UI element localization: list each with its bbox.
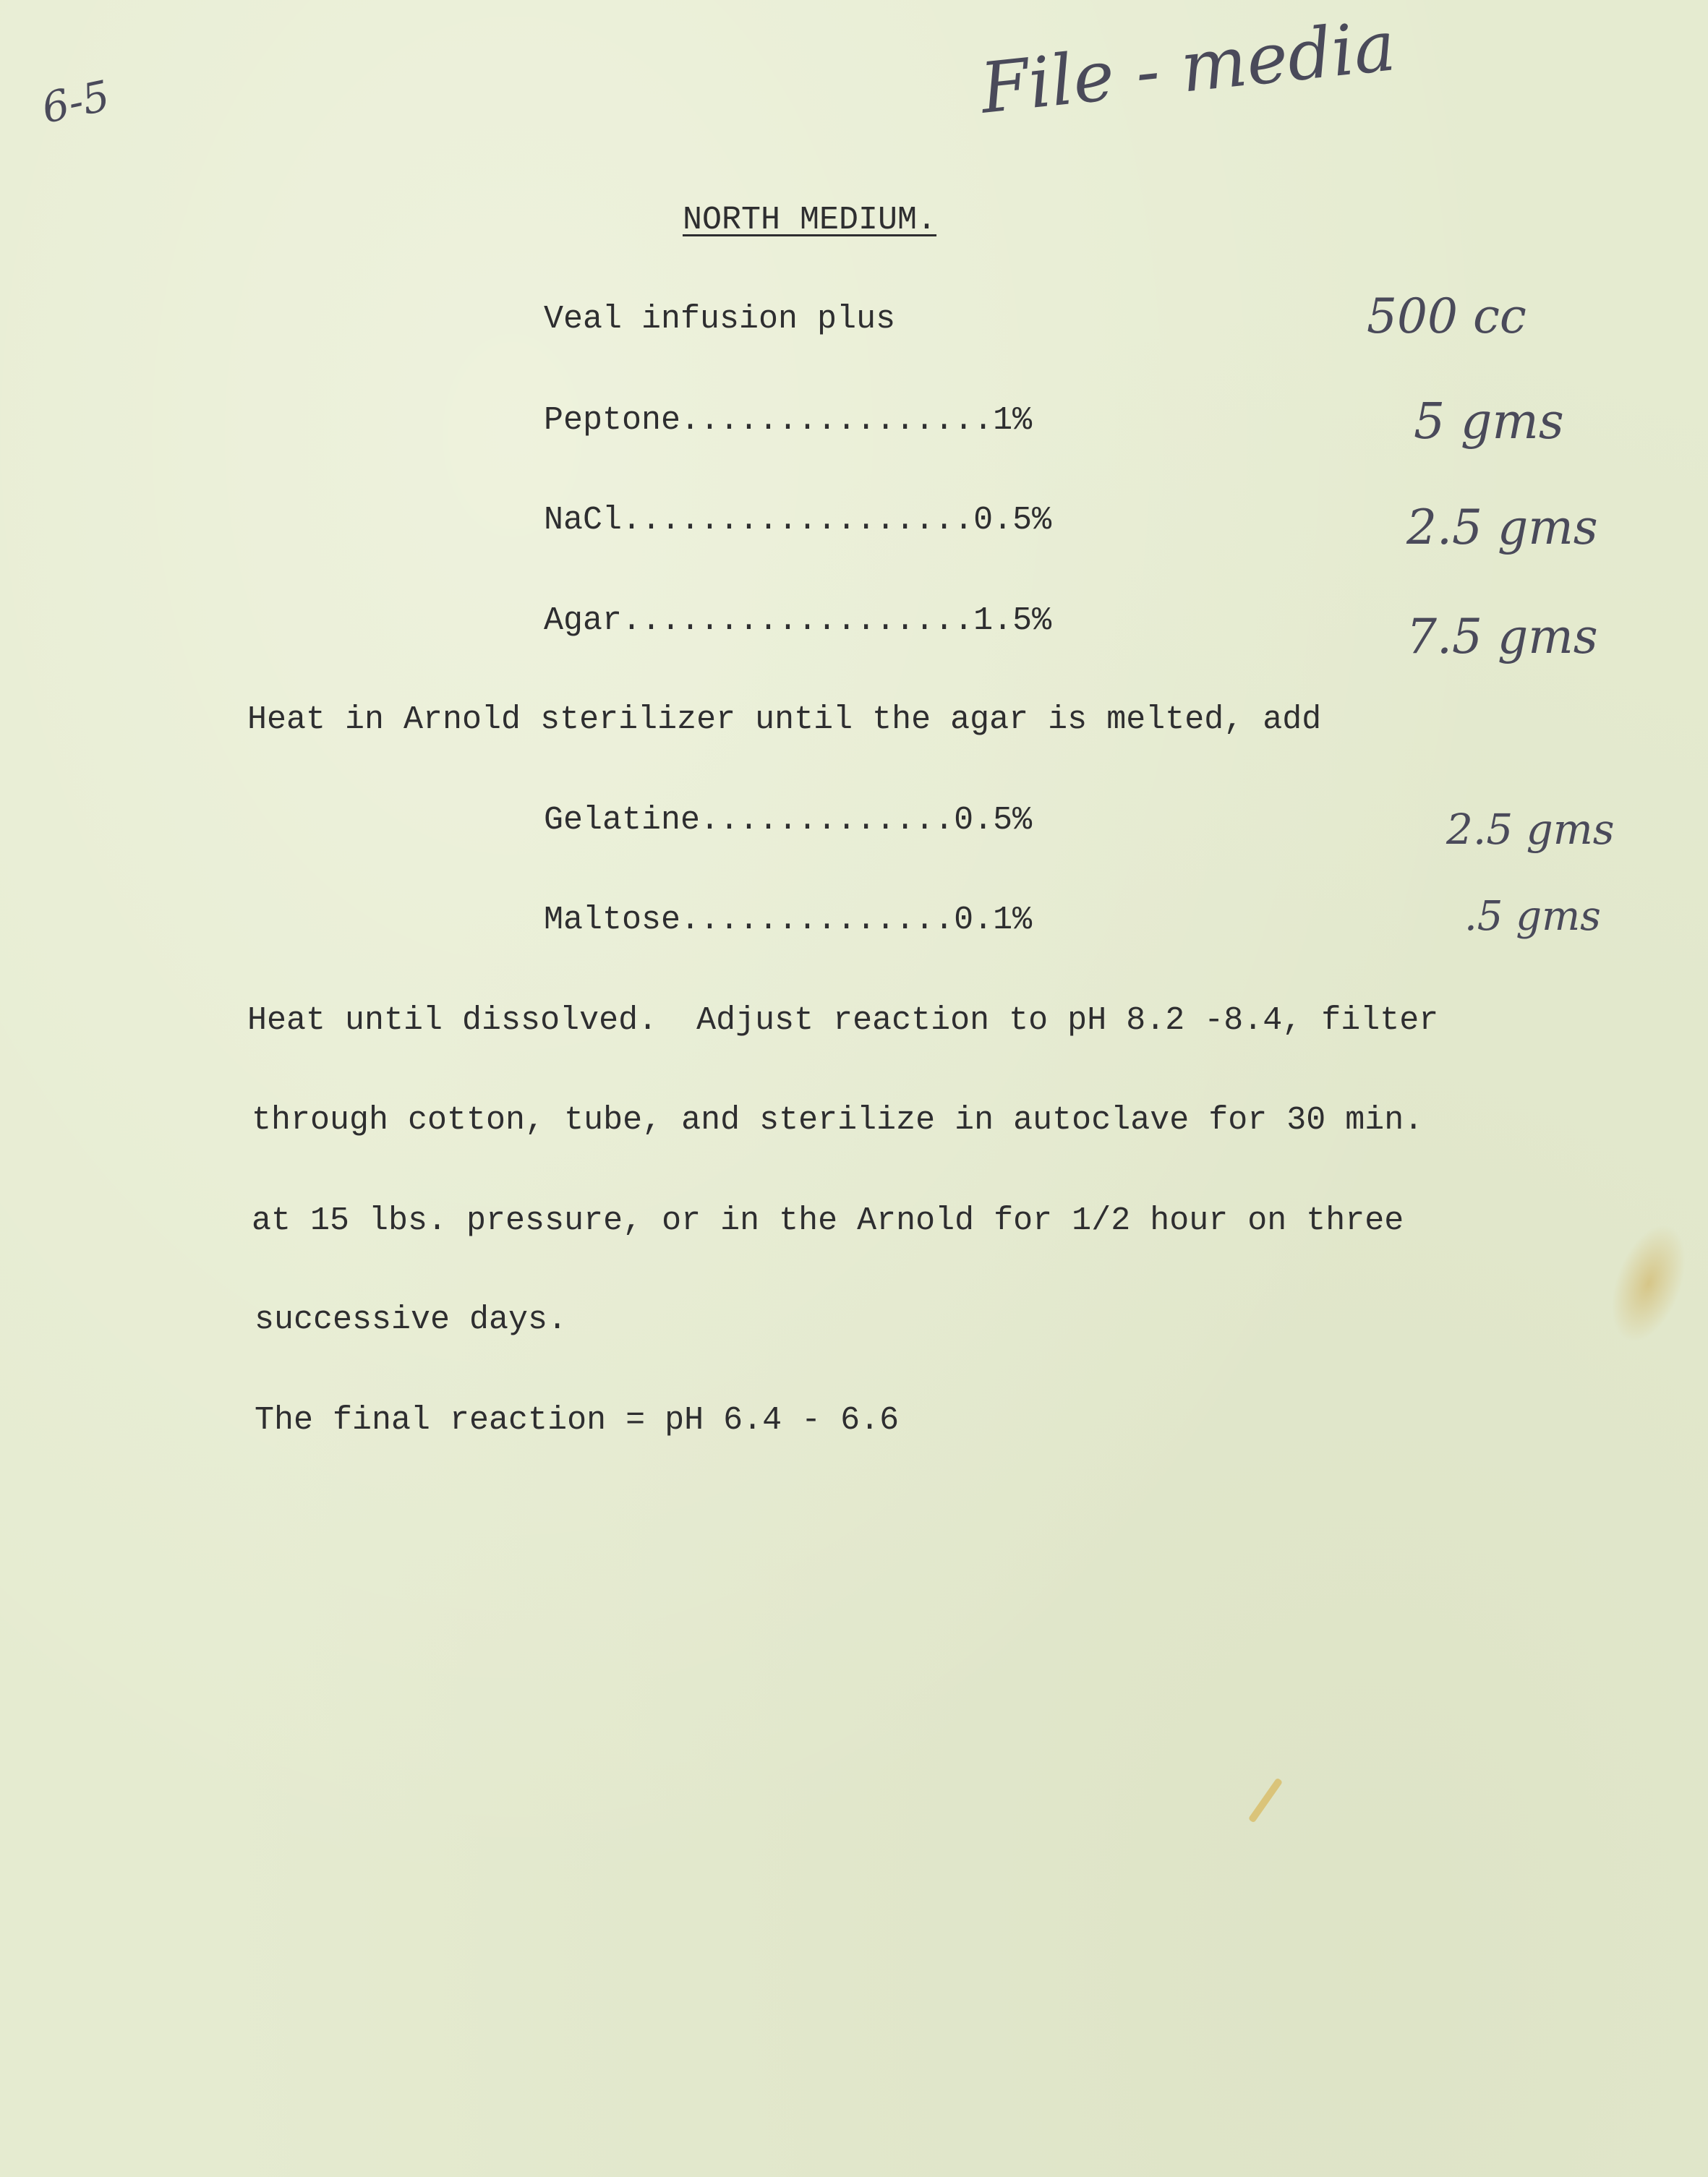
- addition-line: Maltose..............0.1%: [544, 902, 1033, 938]
- base-amount: 500 cc: [1367, 288, 1526, 344]
- addition-line: Gelatine.............0.5%: [544, 802, 1033, 839]
- addition-amount: 2.5 gms: [1446, 805, 1615, 854]
- paper-mark: [1248, 1777, 1283, 1823]
- ingredient-amount: 5 gms: [1414, 393, 1564, 450]
- document-title: NORTH MEDIUM.: [683, 202, 937, 239]
- corner-handwritten-note: 6-5: [37, 71, 114, 133]
- instruction-line: Heat until dissolved. Adjust reaction to pH 8.2 -8.4, filter: [247, 1002, 1439, 1039]
- instruction-line: through cotton, tube, and sterilize in autoclave for 30 min.: [252, 1102, 1424, 1139]
- paper-stain: [1597, 1215, 1701, 1353]
- ingredient-amount: 2.5 gms: [1406, 500, 1598, 555]
- instruction-line: at 15 lbs. pressure, or in the Arnold for 1/2 hour on three: [252, 1202, 1404, 1239]
- file-handwritten-note: File - media: [976, 5, 1399, 129]
- addition-amount: .5 gms: [1464, 893, 1601, 940]
- ingredient-line: Peptone................1%: [544, 402, 1033, 439]
- ingredient-amount: 7.5 gms: [1406, 609, 1598, 664]
- ingredient-line: Agar..................1.5%: [544, 602, 1052, 639]
- step-heat-line: Heat in Arnold sterilizer until the agar is melted, add: [247, 701, 1322, 738]
- instruction-line: successive days.: [255, 1301, 568, 1338]
- final-reaction-line: The final reaction = pH 6.4 - 6.6: [255, 1402, 900, 1439]
- base-line: Veal infusion plus: [544, 301, 896, 338]
- ingredient-line: NaCl..................0.5%: [544, 502, 1052, 539]
